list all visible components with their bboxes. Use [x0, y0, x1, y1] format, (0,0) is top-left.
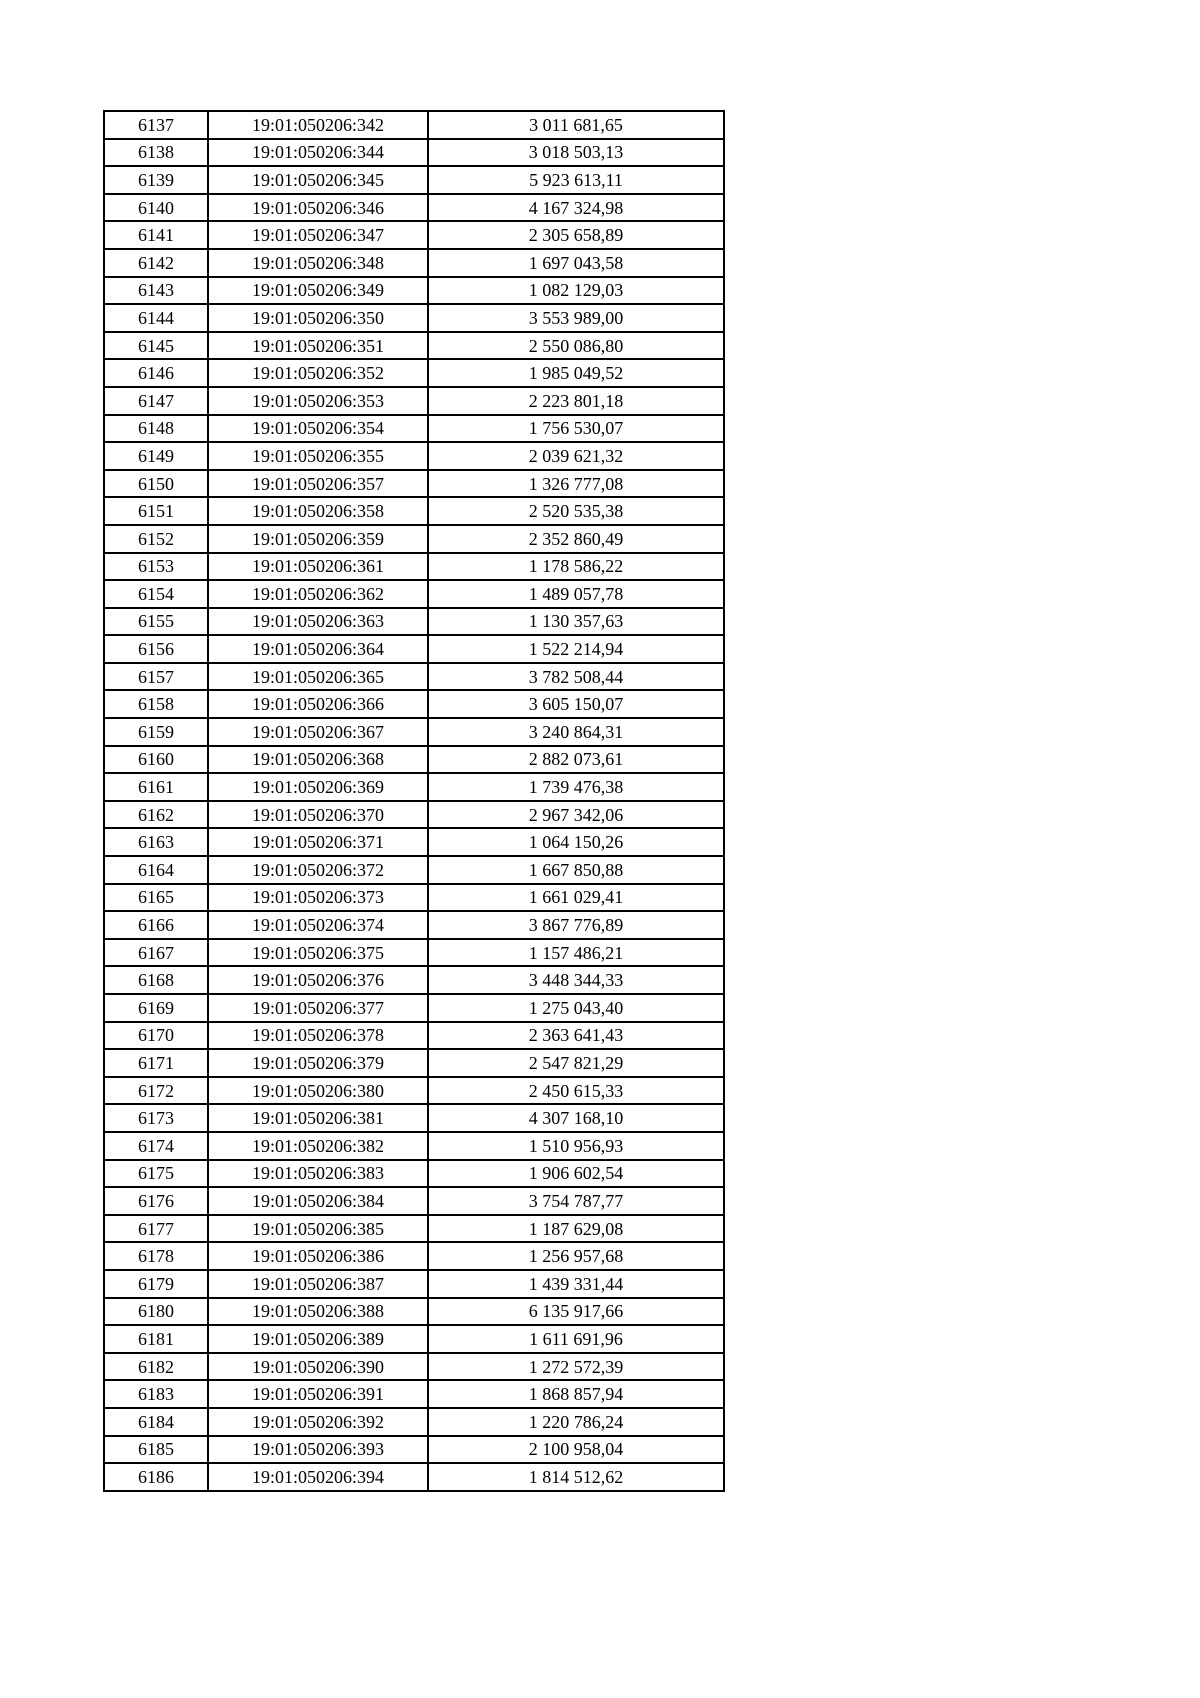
- value-cell: 1 256 957,68: [428, 1242, 724, 1270]
- cadastral-number-cell: 19:01:050206:365: [208, 663, 428, 691]
- value-cell: 1 667 850,88: [428, 856, 724, 884]
- cadastral-number-cell: 19:01:050206:393: [208, 1436, 428, 1464]
- value-cell: 1 130 357,63: [428, 608, 724, 636]
- row-number-cell: 6163: [104, 828, 208, 856]
- row-number-cell: 6154: [104, 580, 208, 608]
- table-row: [104, 332, 724, 360]
- cadastral-number-cell: 19:01:050206:349: [208, 277, 428, 305]
- value-cell: 5 923 613,11: [428, 166, 724, 194]
- value-cell: 3 018 503,13: [428, 139, 724, 167]
- value-cell: 1 272 572,39: [428, 1353, 724, 1381]
- value-cell: 6 135 917,66: [428, 1298, 724, 1326]
- table-row: [104, 994, 724, 1022]
- value-cell: 1 739 476,38: [428, 773, 724, 801]
- cadastral-number-cell: 19:01:050206:366: [208, 690, 428, 718]
- cadastral-number-cell: 19:01:050206:342: [208, 111, 428, 139]
- row-number-cell: 6158: [104, 690, 208, 718]
- row-number-cell: 6139: [104, 166, 208, 194]
- row-number-cell: 6151: [104, 497, 208, 525]
- value-cell: 1 906 602,54: [428, 1160, 724, 1188]
- cadastral-number-cell: 19:01:050206:347: [208, 221, 428, 249]
- table-row: [104, 1104, 724, 1132]
- table-row: [104, 1436, 724, 1464]
- row-number-cell: 6147: [104, 387, 208, 415]
- cadastral-number-cell: 19:01:050206:377: [208, 994, 428, 1022]
- cadastral-number-cell: 19:01:050206:346: [208, 194, 428, 222]
- value-cell: 1 157 486,21: [428, 939, 724, 967]
- table-row: [104, 1270, 724, 1298]
- table-row: [104, 884, 724, 912]
- row-number-cell: 6148: [104, 415, 208, 443]
- cadastral-number-cell: 19:01:050206:363: [208, 608, 428, 636]
- table-row: [104, 249, 724, 277]
- cadastral-number-cell: 19:01:050206:378: [208, 1022, 428, 1050]
- table-row: [104, 911, 724, 939]
- value-cell: 1 082 129,03: [428, 277, 724, 305]
- row-number-cell: 6156: [104, 635, 208, 663]
- table-row: [104, 166, 724, 194]
- value-cell: 2 100 958,04: [428, 1436, 724, 1464]
- table-row: [104, 1022, 724, 1050]
- table-row: [104, 580, 724, 608]
- row-number-cell: 6176: [104, 1187, 208, 1215]
- row-number-cell: 6159: [104, 718, 208, 746]
- cadastral-number-cell: 19:01:050206:345: [208, 166, 428, 194]
- value-cell: 3 754 787,77: [428, 1187, 724, 1215]
- table-row: [104, 470, 724, 498]
- value-cell: 4 307 168,10: [428, 1104, 724, 1132]
- row-number-cell: 6180: [104, 1298, 208, 1326]
- value-cell: 1 220 786,24: [428, 1408, 724, 1436]
- value-cell: 1 439 331,44: [428, 1270, 724, 1298]
- value-cell: 2 450 615,33: [428, 1077, 724, 1105]
- cadastral-number-cell: 19:01:050206:376: [208, 966, 428, 994]
- row-number-cell: 6164: [104, 856, 208, 884]
- cadastral-number-cell: 19:01:050206:348: [208, 249, 428, 277]
- cadastral-number-cell: 19:01:050206:370: [208, 801, 428, 829]
- row-number-cell: 6173: [104, 1104, 208, 1132]
- value-cell: 1 187 629,08: [428, 1215, 724, 1243]
- cadastral-number-cell: 19:01:050206:344: [208, 139, 428, 167]
- table-row: [104, 525, 724, 553]
- cadastral-number-cell: 19:01:050206:388: [208, 1298, 428, 1326]
- row-number-cell: 6165: [104, 884, 208, 912]
- table-row: [104, 1077, 724, 1105]
- table-row: [104, 553, 724, 581]
- cadastral-number-cell: 19:01:050206:389: [208, 1325, 428, 1353]
- table-row: [104, 442, 724, 470]
- cadastral-number-cell: 19:01:050206:354: [208, 415, 428, 443]
- cadastral-number-cell: 19:01:050206:394: [208, 1463, 428, 1491]
- cadastral-number-cell: 19:01:050206:380: [208, 1077, 428, 1105]
- row-number-cell: 6143: [104, 277, 208, 305]
- row-number-cell: 6166: [104, 911, 208, 939]
- row-number-cell: 6168: [104, 966, 208, 994]
- row-number-cell: 6181: [104, 1325, 208, 1353]
- table-row: [104, 1242, 724, 1270]
- row-number-cell: 6170: [104, 1022, 208, 1050]
- cadastral-number-cell: 19:01:050206:385: [208, 1215, 428, 1243]
- cadastral-number-cell: 19:01:050206:358: [208, 497, 428, 525]
- table-row: [104, 718, 724, 746]
- table-row: [104, 828, 724, 856]
- value-cell: 3 553 989,00: [428, 304, 724, 332]
- cadastral-value-table: [103, 110, 725, 1492]
- value-cell: 1 814 512,62: [428, 1463, 724, 1491]
- table-row: [104, 415, 724, 443]
- cadastral-number-cell: 19:01:050206:390: [208, 1353, 428, 1381]
- row-number-cell: 6157: [104, 663, 208, 691]
- table-row: [104, 497, 724, 525]
- value-cell: 2 547 821,29: [428, 1049, 724, 1077]
- row-number-cell: 6179: [104, 1270, 208, 1298]
- table-row: [104, 1353, 724, 1381]
- row-number-cell: 6150: [104, 470, 208, 498]
- table-row: [104, 1408, 724, 1436]
- row-number-cell: 6175: [104, 1160, 208, 1188]
- cadastral-number-cell: 19:01:050206:375: [208, 939, 428, 967]
- table-row: [104, 1380, 724, 1408]
- row-number-cell: 6145: [104, 332, 208, 360]
- row-number-cell: 6169: [104, 994, 208, 1022]
- table-row: [104, 1298, 724, 1326]
- table-row: [104, 773, 724, 801]
- row-number-cell: 6141: [104, 221, 208, 249]
- value-cell: 1 522 214,94: [428, 635, 724, 663]
- row-number-cell: 6149: [104, 442, 208, 470]
- table-row: [104, 1160, 724, 1188]
- row-number-cell: 6153: [104, 553, 208, 581]
- value-cell: 1 489 057,78: [428, 580, 724, 608]
- row-number-cell: 6137: [104, 111, 208, 139]
- table-row: [104, 608, 724, 636]
- row-number-cell: 6183: [104, 1380, 208, 1408]
- cadastral-number-cell: 19:01:050206:364: [208, 635, 428, 663]
- cadastral-number-cell: 19:01:050206:372: [208, 856, 428, 884]
- table-body: [104, 111, 724, 1491]
- cadastral-number-cell: 19:01:050206:359: [208, 525, 428, 553]
- row-number-cell: 6155: [104, 608, 208, 636]
- cadastral-number-cell: 19:01:050206:361: [208, 553, 428, 581]
- table-row: [104, 111, 724, 139]
- cadastral-number-cell: 19:01:050206:374: [208, 911, 428, 939]
- value-cell: 2 039 621,32: [428, 442, 724, 470]
- table-row: [104, 304, 724, 332]
- value-cell: 3 782 508,44: [428, 663, 724, 691]
- table-row: [104, 1187, 724, 1215]
- row-number-cell: 6184: [104, 1408, 208, 1436]
- row-number-cell: 6146: [104, 359, 208, 387]
- cadastral-number-cell: 19:01:050206:391: [208, 1380, 428, 1408]
- table-row: [104, 1325, 724, 1353]
- cadastral-number-cell: 19:01:050206:384: [208, 1187, 428, 1215]
- row-number-cell: 6167: [104, 939, 208, 967]
- cadastral-number-cell: 19:01:050206:357: [208, 470, 428, 498]
- value-cell: 2 223 801,18: [428, 387, 724, 415]
- value-cell: 1 756 530,07: [428, 415, 724, 443]
- value-cell: 1 985 049,52: [428, 359, 724, 387]
- value-cell: 1 611 691,96: [428, 1325, 724, 1353]
- row-number-cell: 6185: [104, 1436, 208, 1464]
- row-number-cell: 6174: [104, 1132, 208, 1160]
- table-row: [104, 1049, 724, 1077]
- value-cell: 1 064 150,26: [428, 828, 724, 856]
- table-row: [104, 221, 724, 249]
- value-cell: 1 510 956,93: [428, 1132, 724, 1160]
- cadastral-number-cell: 19:01:050206:368: [208, 746, 428, 774]
- row-number-cell: 6171: [104, 1049, 208, 1077]
- cadastral-number-cell: 19:01:050206:373: [208, 884, 428, 912]
- value-cell: 1 178 586,22: [428, 553, 724, 581]
- cadastral-number-cell: 19:01:050206:392: [208, 1408, 428, 1436]
- cadastral-number-cell: 19:01:050206:367: [208, 718, 428, 746]
- row-number-cell: 6142: [104, 249, 208, 277]
- cadastral-number-cell: 19:01:050206:353: [208, 387, 428, 415]
- value-cell: 1 326 777,08: [428, 470, 724, 498]
- table-row: [104, 690, 724, 718]
- value-cell: 1 275 043,40: [428, 994, 724, 1022]
- value-cell: 2 550 086,80: [428, 332, 724, 360]
- cadastral-number-cell: 19:01:050206:352: [208, 359, 428, 387]
- table-row: [104, 359, 724, 387]
- cadastral-number-cell: 19:01:050206:371: [208, 828, 428, 856]
- table-row: [104, 139, 724, 167]
- row-number-cell: 6144: [104, 304, 208, 332]
- value-cell: 2 305 658,89: [428, 221, 724, 249]
- cadastral-number-cell: 19:01:050206:351: [208, 332, 428, 360]
- value-cell: 1 868 857,94: [428, 1380, 724, 1408]
- cadastral-number-cell: 19:01:050206:382: [208, 1132, 428, 1160]
- table-row: [104, 746, 724, 774]
- table-row: [104, 801, 724, 829]
- table-row: [104, 939, 724, 967]
- table-row: [104, 194, 724, 222]
- value-cell: 3 240 864,31: [428, 718, 724, 746]
- row-number-cell: 6138: [104, 139, 208, 167]
- value-cell: 2 967 342,06: [428, 801, 724, 829]
- value-cell: 3 011 681,65: [428, 111, 724, 139]
- cadastral-number-cell: 19:01:050206:350: [208, 304, 428, 332]
- cadastral-number-cell: 19:01:050206:381: [208, 1104, 428, 1132]
- cadastral-number-cell: 19:01:050206:387: [208, 1270, 428, 1298]
- row-number-cell: 6186: [104, 1463, 208, 1491]
- cadastral-number-cell: 19:01:050206:362: [208, 580, 428, 608]
- cadastral-number-cell: 19:01:050206:379: [208, 1049, 428, 1077]
- value-cell: 2 363 641,43: [428, 1022, 724, 1050]
- value-cell: 1 697 043,58: [428, 249, 724, 277]
- value-cell: 1 661 029,41: [428, 884, 724, 912]
- value-cell: 3 605 150,07: [428, 690, 724, 718]
- cadastral-number-cell: 19:01:050206:383: [208, 1160, 428, 1188]
- value-cell: 3 867 776,89: [428, 911, 724, 939]
- row-number-cell: 6178: [104, 1242, 208, 1270]
- value-cell: 2 520 535,38: [428, 497, 724, 525]
- cadastral-number-cell: 19:01:050206:386: [208, 1242, 428, 1270]
- value-cell: 4 167 324,98: [428, 194, 724, 222]
- table-row: [104, 1132, 724, 1160]
- table-row: [104, 856, 724, 884]
- table-row: [104, 277, 724, 305]
- value-cell: 2 352 860,49: [428, 525, 724, 553]
- row-number-cell: 6161: [104, 773, 208, 801]
- row-number-cell: 6172: [104, 1077, 208, 1105]
- cadastral-number-cell: 19:01:050206:355: [208, 442, 428, 470]
- table-row: [104, 663, 724, 691]
- value-cell: 2 882 073,61: [428, 746, 724, 774]
- table-row: [104, 387, 724, 415]
- row-number-cell: 6140: [104, 194, 208, 222]
- table-row: [104, 966, 724, 994]
- cadastral-number-cell: 19:01:050206:369: [208, 773, 428, 801]
- table-row: [104, 1463, 724, 1491]
- table-row: [104, 1215, 724, 1243]
- row-number-cell: 6152: [104, 525, 208, 553]
- row-number-cell: 6160: [104, 746, 208, 774]
- row-number-cell: 6162: [104, 801, 208, 829]
- row-number-cell: 6182: [104, 1353, 208, 1381]
- table-row: [104, 635, 724, 663]
- value-cell: 3 448 344,33: [428, 966, 724, 994]
- row-number-cell: 6177: [104, 1215, 208, 1243]
